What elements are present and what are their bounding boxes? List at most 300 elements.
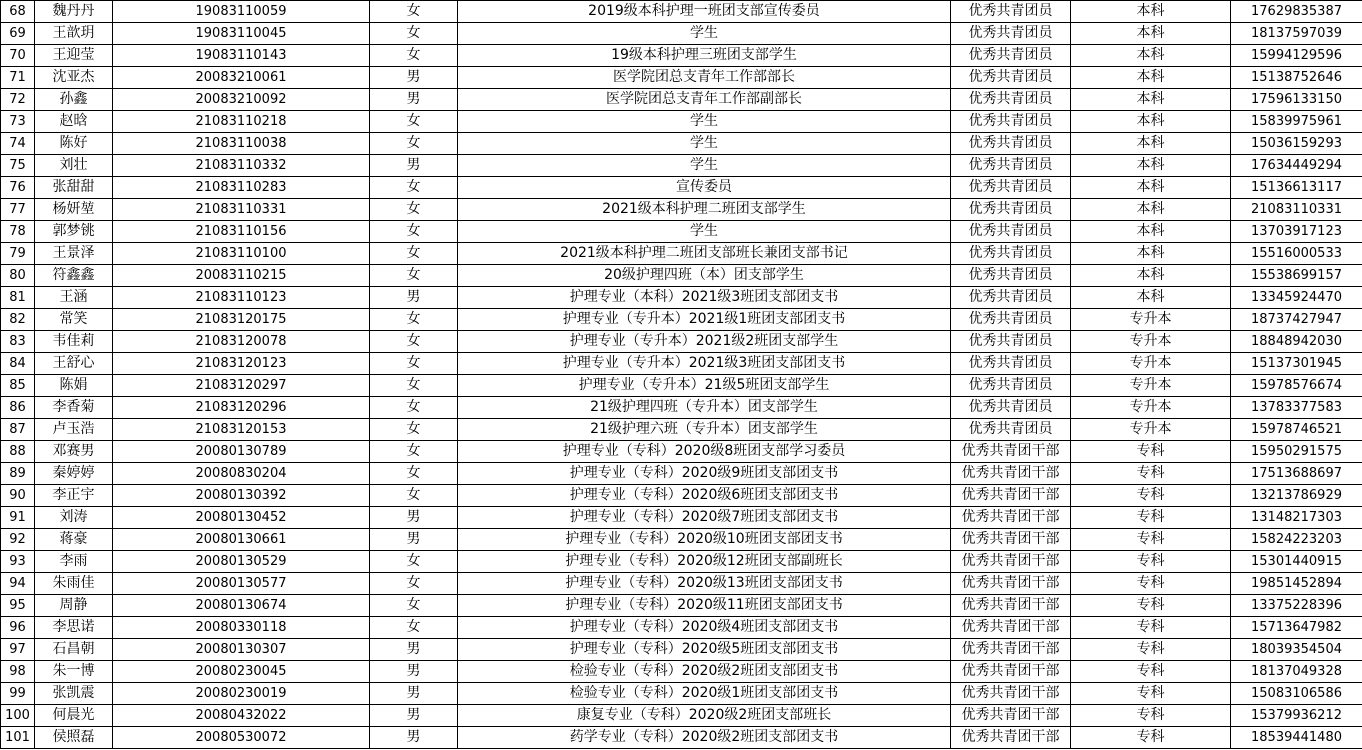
gender-cell: 男 xyxy=(370,155,458,177)
table-row xyxy=(1,331,1362,353)
student-id-cell: 20080530072 xyxy=(113,727,370,749)
phone-number-cell: 15301440915 xyxy=(1231,551,1362,573)
table-row xyxy=(1,45,1362,67)
position-cell: 康复专业（专科）2020级2班团支部班长 xyxy=(458,705,951,727)
student-id-cell: 20080330118 xyxy=(113,617,370,639)
gender-cell: 女 xyxy=(370,221,458,243)
row-number-cell: 77 xyxy=(1,199,35,221)
honor-title-cell: 优秀共青团员 xyxy=(951,199,1071,221)
phone-number-cell: 15713647982 xyxy=(1231,617,1362,639)
student-name-cell: 常笑 xyxy=(35,309,113,331)
student-name-cell: 陈娟 xyxy=(35,375,113,397)
student-name-cell: 刘壮 xyxy=(35,155,113,177)
student-id-cell: 21083120175 xyxy=(113,309,370,331)
student-name-cell: 李思诺 xyxy=(35,617,113,639)
education-level-cell: 专升本 xyxy=(1071,419,1231,441)
gender-cell: 男 xyxy=(370,287,458,309)
gender-cell: 男 xyxy=(370,529,458,551)
education-level-cell: 专科 xyxy=(1071,485,1231,507)
table-row xyxy=(1,221,1362,243)
honor-title-cell: 优秀共青团员 xyxy=(951,331,1071,353)
row-number-cell: 70 xyxy=(1,45,35,67)
student-id-cell: 21083110100 xyxy=(113,243,370,265)
position-cell: 护理专业（专科）2020级9班团支部团支书 xyxy=(458,463,951,485)
phone-number-cell: 15137301945 xyxy=(1231,353,1362,375)
gender-cell: 女 xyxy=(370,265,458,287)
honor-title-cell: 优秀共青团员 xyxy=(951,155,1071,177)
position-cell: 护理专业（专升本）2021级3班团支部团支书 xyxy=(458,353,951,375)
position-cell: 21级护理四班（专升本）团支部学生 xyxy=(458,397,951,419)
education-level-cell: 专科 xyxy=(1071,639,1231,661)
student-id-cell: 21083110283 xyxy=(113,177,370,199)
honor-title-cell: 优秀共青团员 xyxy=(951,133,1071,155)
education-level-cell: 本科 xyxy=(1071,23,1231,45)
education-level-cell: 专科 xyxy=(1071,441,1231,463)
student-name-cell: 刘涛 xyxy=(35,507,113,529)
gender-cell: 女 xyxy=(370,397,458,419)
student-id-cell: 20080130307 xyxy=(113,639,370,661)
student-name-cell: 秦婷婷 xyxy=(35,463,113,485)
honor-title-cell: 优秀共青团员 xyxy=(951,419,1071,441)
row-number-cell: 88 xyxy=(1,441,35,463)
honor-title-cell: 优秀共青团干部 xyxy=(951,727,1071,749)
student-name-cell: 杨妍堃 xyxy=(35,199,113,221)
position-cell: 护理专业（专科）2020级11班团支部团支书 xyxy=(458,595,951,617)
phone-number-cell: 17513688697 xyxy=(1231,463,1362,485)
education-level-cell: 本科 xyxy=(1071,1,1231,23)
phone-number-cell: 18137597039 xyxy=(1231,23,1362,45)
phone-number-cell: 13703917123 xyxy=(1231,221,1362,243)
table-row xyxy=(1,177,1362,199)
education-level-cell: 本科 xyxy=(1071,133,1231,155)
student-id-cell: 20083110215 xyxy=(113,265,370,287)
student-name-cell: 韦佳莉 xyxy=(35,331,113,353)
table-row xyxy=(1,661,1362,683)
position-cell: 护理专业（专科）2020级10班团支部团支书 xyxy=(458,529,951,551)
gender-cell: 女 xyxy=(370,133,458,155)
position-cell: 医学院团总支青年工作部部长 xyxy=(458,67,951,89)
education-level-cell: 专科 xyxy=(1071,463,1231,485)
phone-number-cell: 15516000533 xyxy=(1231,243,1362,265)
table-row xyxy=(1,353,1362,375)
honor-title-cell: 优秀共青团干部 xyxy=(951,595,1071,617)
phone-number-cell: 15950291575 xyxy=(1231,441,1362,463)
table-row xyxy=(1,595,1362,617)
student-name-cell: 侯照磊 xyxy=(35,727,113,749)
education-level-cell: 专科 xyxy=(1071,661,1231,683)
table-row xyxy=(1,199,1362,221)
phone-number-cell: 18039354504 xyxy=(1231,639,1362,661)
honor-title-cell: 优秀共青团干部 xyxy=(951,573,1071,595)
honor-title-cell: 优秀共青团干部 xyxy=(951,507,1071,529)
student-name-cell: 陈好 xyxy=(35,133,113,155)
phone-number-cell: 15978746521 xyxy=(1231,419,1362,441)
position-cell: 宣传委员 xyxy=(458,177,951,199)
education-level-cell: 本科 xyxy=(1071,243,1231,265)
phone-number-cell: 13375228396 xyxy=(1231,595,1362,617)
education-level-cell: 本科 xyxy=(1071,199,1231,221)
position-cell: 检验专业（专科）2020级1班团支部团支书 xyxy=(458,683,951,705)
gender-cell: 女 xyxy=(370,309,458,331)
position-cell: 2019级本科护理一班团支部宣传委员 xyxy=(458,1,951,23)
table-row xyxy=(1,705,1362,727)
education-level-cell: 本科 xyxy=(1071,265,1231,287)
position-cell: 护理专业（专科）2020级12班团支部副班长 xyxy=(458,551,951,573)
gender-cell: 男 xyxy=(370,727,458,749)
table-row xyxy=(1,507,1362,529)
phone-number-cell: 15138752646 xyxy=(1231,67,1362,89)
student-name-cell: 符鑫鑫 xyxy=(35,265,113,287)
student-id-cell: 21083120296 xyxy=(113,397,370,419)
gender-cell: 女 xyxy=(370,595,458,617)
student-name-cell: 王迎莹 xyxy=(35,45,113,67)
honor-title-cell: 优秀共青团员 xyxy=(951,309,1071,331)
gender-cell: 男 xyxy=(370,507,458,529)
honor-title-cell: 优秀共青团干部 xyxy=(951,529,1071,551)
honor-title-cell: 优秀共青团员 xyxy=(951,89,1071,111)
honor-title-cell: 优秀共青团干部 xyxy=(951,617,1071,639)
table-row xyxy=(1,441,1362,463)
position-cell: 医学院团总支青年工作部副部长 xyxy=(458,89,951,111)
position-cell: 护理专业（专升本）21级5班团支部学生 xyxy=(458,375,951,397)
student-name-cell: 魏丹丹 xyxy=(35,1,113,23)
honor-title-cell: 优秀共青团员 xyxy=(951,265,1071,287)
education-level-cell: 专科 xyxy=(1071,617,1231,639)
row-number-cell: 87 xyxy=(1,419,35,441)
honor-title-cell: 优秀共青团员 xyxy=(951,1,1071,23)
position-cell: 21级护理六班（专升本）团支部学生 xyxy=(458,419,951,441)
honor-title-cell: 优秀共青团干部 xyxy=(951,661,1071,683)
student-name-cell: 王涵 xyxy=(35,287,113,309)
row-number-cell: 78 xyxy=(1,221,35,243)
position-cell: 20级护理四班（本）团支部学生 xyxy=(458,265,951,287)
gender-cell: 女 xyxy=(370,441,458,463)
education-level-cell: 专升本 xyxy=(1071,331,1231,353)
row-number-cell: 90 xyxy=(1,485,35,507)
row-number-cell: 89 xyxy=(1,463,35,485)
position-cell: 检验专业（专科）2020级2班团支部团支书 xyxy=(458,661,951,683)
student-id-cell: 20080130661 xyxy=(113,529,370,551)
position-cell: 学生 xyxy=(458,111,951,133)
gender-cell: 女 xyxy=(370,485,458,507)
row-number-cell: 91 xyxy=(1,507,35,529)
student-name-cell: 王景泽 xyxy=(35,243,113,265)
gender-cell: 男 xyxy=(370,661,458,683)
position-cell: 药学专业（专科）2020级2班团支部团支书 xyxy=(458,727,951,749)
phone-number-cell: 13148217303 xyxy=(1231,507,1362,529)
table-row xyxy=(1,551,1362,573)
honor-title-cell: 优秀共青团员 xyxy=(951,353,1071,375)
education-level-cell: 专科 xyxy=(1071,595,1231,617)
phone-number-cell: 18737427947 xyxy=(1231,309,1362,331)
student-name-cell: 沈亚杰 xyxy=(35,67,113,89)
roster-table-body xyxy=(1,1,1362,749)
education-level-cell: 专升本 xyxy=(1071,353,1231,375)
row-number-cell: 81 xyxy=(1,287,35,309)
honor-title-cell: 优秀共青团员 xyxy=(951,45,1071,67)
row-number-cell: 101 xyxy=(1,727,35,749)
phone-number-cell: 13345924470 xyxy=(1231,287,1362,309)
education-level-cell: 本科 xyxy=(1071,45,1231,67)
row-number-cell: 75 xyxy=(1,155,35,177)
education-level-cell: 专升本 xyxy=(1071,309,1231,331)
position-cell: 学生 xyxy=(458,133,951,155)
student-id-cell: 21083120297 xyxy=(113,375,370,397)
student-name-cell: 王歆玥 xyxy=(35,23,113,45)
row-number-cell: 82 xyxy=(1,309,35,331)
student-id-cell: 20080432022 xyxy=(113,705,370,727)
table-row xyxy=(1,23,1362,45)
table-row xyxy=(1,727,1362,749)
position-cell: 护理专业（专升本）2021级2班团支部学生 xyxy=(458,331,951,353)
position-cell: 2021级本科护理二班团支部班长兼团支部书记 xyxy=(458,243,951,265)
row-number-cell: 83 xyxy=(1,331,35,353)
gender-cell: 女 xyxy=(370,1,458,23)
phone-number-cell: 18539441480 xyxy=(1231,727,1362,749)
phone-number-cell: 21083110331 xyxy=(1231,199,1362,221)
student-name-cell: 李雨 xyxy=(35,551,113,573)
education-level-cell: 专升本 xyxy=(1071,397,1231,419)
row-number-cell: 74 xyxy=(1,133,35,155)
student-id-cell: 21083110156 xyxy=(113,221,370,243)
table-row xyxy=(1,463,1362,485)
position-cell: 2021级本科护理二班团支部学生 xyxy=(458,199,951,221)
student-name-cell: 孙鑫 xyxy=(35,89,113,111)
row-number-cell: 95 xyxy=(1,595,35,617)
education-level-cell: 专科 xyxy=(1071,551,1231,573)
position-cell: 护理专业（专科）2020级7班团支部团支书 xyxy=(458,507,951,529)
table-row xyxy=(1,243,1362,265)
education-level-cell: 本科 xyxy=(1071,221,1231,243)
row-number-cell: 73 xyxy=(1,111,35,133)
position-cell: 学生 xyxy=(458,155,951,177)
phone-number-cell: 17629835387 xyxy=(1231,1,1362,23)
student-name-cell: 周静 xyxy=(35,595,113,617)
student-id-cell: 21083110123 xyxy=(113,287,370,309)
gender-cell: 女 xyxy=(370,419,458,441)
student-id-cell: 20083210092 xyxy=(113,89,370,111)
student-id-cell: 21083110038 xyxy=(113,133,370,155)
table-row xyxy=(1,375,1362,397)
student-id-cell: 21083110332 xyxy=(113,155,370,177)
phone-number-cell: 15036159293 xyxy=(1231,133,1362,155)
student-name-cell: 郭梦铫 xyxy=(35,221,113,243)
phone-number-cell: 13783377583 xyxy=(1231,397,1362,419)
gender-cell: 女 xyxy=(370,375,458,397)
gender-cell: 女 xyxy=(370,353,458,375)
education-level-cell: 本科 xyxy=(1071,89,1231,111)
student-id-cell: 21083120153 xyxy=(113,419,370,441)
phone-number-cell: 13213786929 xyxy=(1231,485,1362,507)
student-id-cell: 20080130529 xyxy=(113,551,370,573)
student-name-cell: 张甜甜 xyxy=(35,177,113,199)
table-row xyxy=(1,89,1362,111)
student-name-cell: 卢玉浩 xyxy=(35,419,113,441)
phone-number-cell: 19851452894 xyxy=(1231,573,1362,595)
student-id-cell: 20080130577 xyxy=(113,573,370,595)
position-cell: 护理专业（专升本）2021级1班团支部团支书 xyxy=(458,309,951,331)
position-cell: 护理专业（专科）2020级4班团支部团支书 xyxy=(458,617,951,639)
gender-cell: 女 xyxy=(370,573,458,595)
student-name-cell: 邓赛男 xyxy=(35,441,113,463)
position-cell: 护理专业（专科）2020级8班团支部学习委员 xyxy=(458,441,951,463)
honor-title-cell: 优秀共青团干部 xyxy=(951,639,1071,661)
honor-title-cell: 优秀共青团员 xyxy=(951,397,1071,419)
education-level-cell: 本科 xyxy=(1071,111,1231,133)
position-cell: 19级本科护理三班团支部学生 xyxy=(458,45,951,67)
gender-cell: 女 xyxy=(370,243,458,265)
education-level-cell: 专科 xyxy=(1071,573,1231,595)
table-row xyxy=(1,309,1362,331)
table-row xyxy=(1,1,1362,23)
gender-cell: 女 xyxy=(370,111,458,133)
gender-cell: 男 xyxy=(370,89,458,111)
honor-title-cell: 优秀共青团干部 xyxy=(951,551,1071,573)
position-cell: 护理专业（专科）2020级6班团支部团支书 xyxy=(458,485,951,507)
gender-cell: 男 xyxy=(370,67,458,89)
row-number-cell: 68 xyxy=(1,1,35,23)
position-cell: 学生 xyxy=(458,221,951,243)
row-number-cell: 80 xyxy=(1,265,35,287)
student-id-cell: 20083210061 xyxy=(113,67,370,89)
row-number-cell: 72 xyxy=(1,89,35,111)
honor-title-cell: 优秀共青团员 xyxy=(951,221,1071,243)
row-number-cell: 84 xyxy=(1,353,35,375)
phone-number-cell: 15824223203 xyxy=(1231,529,1362,551)
honor-title-cell: 优秀共青团员 xyxy=(951,23,1071,45)
student-name-cell: 张凯震 xyxy=(35,683,113,705)
honor-title-cell: 优秀共青团干部 xyxy=(951,485,1071,507)
honor-title-cell: 优秀共青团员 xyxy=(951,67,1071,89)
table-row xyxy=(1,419,1362,441)
phone-number-cell: 18137049328 xyxy=(1231,661,1362,683)
honor-title-cell: 优秀共青团员 xyxy=(951,375,1071,397)
gender-cell: 女 xyxy=(370,177,458,199)
honor-title-cell: 优秀共青团员 xyxy=(951,111,1071,133)
table-row xyxy=(1,265,1362,287)
student-name-cell: 李正宇 xyxy=(35,485,113,507)
student-id-cell: 21083110218 xyxy=(113,111,370,133)
table-row xyxy=(1,617,1362,639)
education-level-cell: 专升本 xyxy=(1071,375,1231,397)
student-name-cell: 王舒心 xyxy=(35,353,113,375)
phone-number-cell: 17596133150 xyxy=(1231,89,1362,111)
phone-number-cell: 15083106586 xyxy=(1231,683,1362,705)
row-number-cell: 76 xyxy=(1,177,35,199)
student-name-cell: 蒋豪 xyxy=(35,529,113,551)
phone-number-cell: 15379936212 xyxy=(1231,705,1362,727)
honor-title-cell: 优秀共青团干部 xyxy=(951,705,1071,727)
table-row xyxy=(1,639,1362,661)
education-level-cell: 本科 xyxy=(1071,177,1231,199)
table-row xyxy=(1,287,1362,309)
student-name-cell: 何晨光 xyxy=(35,705,113,727)
student-id-cell: 19083110059 xyxy=(113,1,370,23)
row-number-cell: 100 xyxy=(1,705,35,727)
row-number-cell: 69 xyxy=(1,23,35,45)
table-row xyxy=(1,133,1362,155)
row-number-cell: 94 xyxy=(1,573,35,595)
row-number-cell: 96 xyxy=(1,617,35,639)
honor-title-cell: 优秀共青团干部 xyxy=(951,441,1071,463)
student-name-cell: 石昌朝 xyxy=(35,639,113,661)
table-row xyxy=(1,67,1362,89)
table-row xyxy=(1,683,1362,705)
education-level-cell: 专科 xyxy=(1071,705,1231,727)
student-name-cell: 李香菊 xyxy=(35,397,113,419)
row-number-cell: 93 xyxy=(1,551,35,573)
gender-cell: 女 xyxy=(370,23,458,45)
phone-number-cell: 15978576674 xyxy=(1231,375,1362,397)
education-level-cell: 专科 xyxy=(1071,683,1231,705)
row-number-cell: 97 xyxy=(1,639,35,661)
row-number-cell: 71 xyxy=(1,67,35,89)
gender-cell: 女 xyxy=(370,617,458,639)
education-level-cell: 专科 xyxy=(1071,529,1231,551)
student-id-cell: 20080130392 xyxy=(113,485,370,507)
phone-number-cell: 18848942030 xyxy=(1231,331,1362,353)
honor-title-cell: 优秀共青团员 xyxy=(951,287,1071,309)
table-row xyxy=(1,111,1362,133)
table-row xyxy=(1,397,1362,419)
row-number-cell: 85 xyxy=(1,375,35,397)
education-level-cell: 本科 xyxy=(1071,287,1231,309)
education-level-cell: 本科 xyxy=(1071,67,1231,89)
phone-number-cell: 15994129596 xyxy=(1231,45,1362,67)
gender-cell: 男 xyxy=(370,705,458,727)
honor-title-cell: 优秀共青团干部 xyxy=(951,683,1071,705)
student-id-cell: 21083110331 xyxy=(113,199,370,221)
table-row xyxy=(1,529,1362,551)
education-level-cell: 专科 xyxy=(1071,507,1231,529)
student-id-cell: 20080130674 xyxy=(113,595,370,617)
honor-title-cell: 优秀共青团干部 xyxy=(951,463,1071,485)
row-number-cell: 99 xyxy=(1,683,35,705)
student-id-cell: 20080230045 xyxy=(113,661,370,683)
student-id-cell: 20080230019 xyxy=(113,683,370,705)
position-cell: 护理专业（专科）2020级13班团支部团支书 xyxy=(458,573,951,595)
student-id-cell: 20080130452 xyxy=(113,507,370,529)
phone-number-cell: 15839975961 xyxy=(1231,111,1362,133)
student-id-cell: 21083120123 xyxy=(113,353,370,375)
row-number-cell: 92 xyxy=(1,529,35,551)
phone-number-cell: 17634449294 xyxy=(1231,155,1362,177)
table-row xyxy=(1,155,1362,177)
student-name-cell: 朱雨佳 xyxy=(35,573,113,595)
education-level-cell: 本科 xyxy=(1071,155,1231,177)
gender-cell: 男 xyxy=(370,683,458,705)
row-number-cell: 86 xyxy=(1,397,35,419)
table-row xyxy=(1,485,1362,507)
student-name-cell: 朱一博 xyxy=(35,661,113,683)
student-id-cell: 19083110045 xyxy=(113,23,370,45)
gender-cell: 女 xyxy=(370,463,458,485)
gender-cell: 男 xyxy=(370,639,458,661)
row-number-cell: 79 xyxy=(1,243,35,265)
phone-number-cell: 15136613117 xyxy=(1231,177,1362,199)
position-cell: 护理专业（本科）2021级3班团支部团支书 xyxy=(458,287,951,309)
student-id-cell: 20080830204 xyxy=(113,463,370,485)
honor-title-cell: 优秀共青团员 xyxy=(951,243,1071,265)
gender-cell: 女 xyxy=(370,331,458,353)
position-cell: 护理专业（专科）2020级5班团支部团支书 xyxy=(458,639,951,661)
gender-cell: 女 xyxy=(370,45,458,67)
table-row xyxy=(1,573,1362,595)
education-level-cell: 专科 xyxy=(1071,727,1231,749)
row-number-cell: 98 xyxy=(1,661,35,683)
student-id-cell: 19083110143 xyxy=(113,45,370,67)
student-id-cell: 20080130789 xyxy=(113,441,370,463)
